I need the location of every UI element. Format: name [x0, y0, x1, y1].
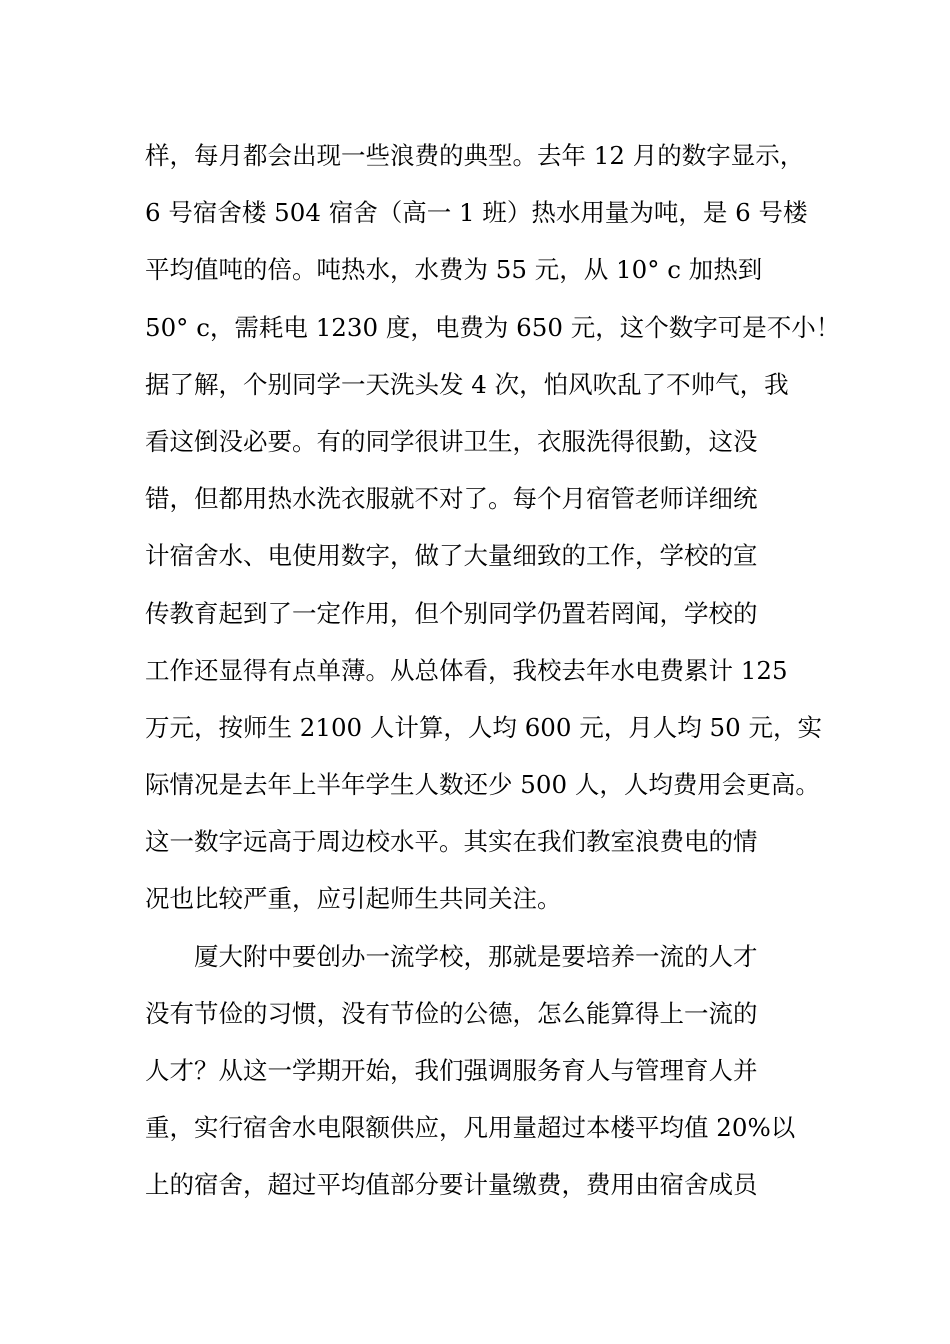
- text-line: 工作还显得有点单薄。从总体看，我校去年水电费累计 125: [145, 655, 788, 685]
- text-line: 计宿舍水、电使用数字，做了大量细致的工作，学校的宣: [145, 541, 758, 571]
- paragraph-start-line: 厦大附中要创办一流学校，那就是要培养一流的人才: [194, 941, 758, 971]
- text-line: 况也比较严重，应引起师生共同关注。: [145, 884, 562, 914]
- text-line: 6 号宿舍楼 504 宿舍（高一 1 班）热水用量为吨，是 6 号楼: [145, 198, 808, 228]
- text-line: 看这倒没必要。有的同学很讲卫生，衣服洗得很勤，这没: [145, 426, 758, 456]
- text-line: 传教育起到了一定作用，但个别同学仍置若罔闻，学校的: [145, 598, 758, 628]
- body-text: [145, 127, 845, 1214]
- text-line: 际情况是去年上半年学生人数还少 500 人，人均费用会更高。: [145, 770, 820, 800]
- text-line: 50° c，需耗电 1230 度，电费为 650 元，这个数字可是不小！: [145, 312, 841, 342]
- text-line: 这一数字远高于周边校水平。其实在我们教室浪费电的情: [145, 827, 758, 857]
- text-line: 样，每月都会出现一些浪费的典型。去年 12 月的数字显示，: [145, 141, 805, 170]
- text-line: 人才？从这一学期开始，我们强调服务育人与管理育人并: [145, 1056, 758, 1085]
- text-line: 万元，按师生 2100 人计算，人均 600 元，月人均 50 元，实: [145, 712, 823, 742]
- text-line: 平均值吨的倍。吨热水，水费为 55 元，从 10° c 加热到: [145, 255, 763, 285]
- text-line: 没有节俭的习惯，没有节俭的公德，怎么能算得上一流的: [145, 998, 758, 1028]
- text-line: 重，实行宿舍水电限额供应，凡用量超过本楼平均值 20%以: [145, 1113, 796, 1143]
- text-line: 据了解，个别同学一天洗头发 4 次，怕风吹乱了不帅气，我: [145, 369, 789, 399]
- text-line: 上的宿舍，超过平均值部分要计量缴费，费用由宿舍成员: [145, 1170, 758, 1200]
- text-line: 错，但都用热水洗衣服就不对了。每个月宿管老师详细统: [145, 484, 758, 514]
